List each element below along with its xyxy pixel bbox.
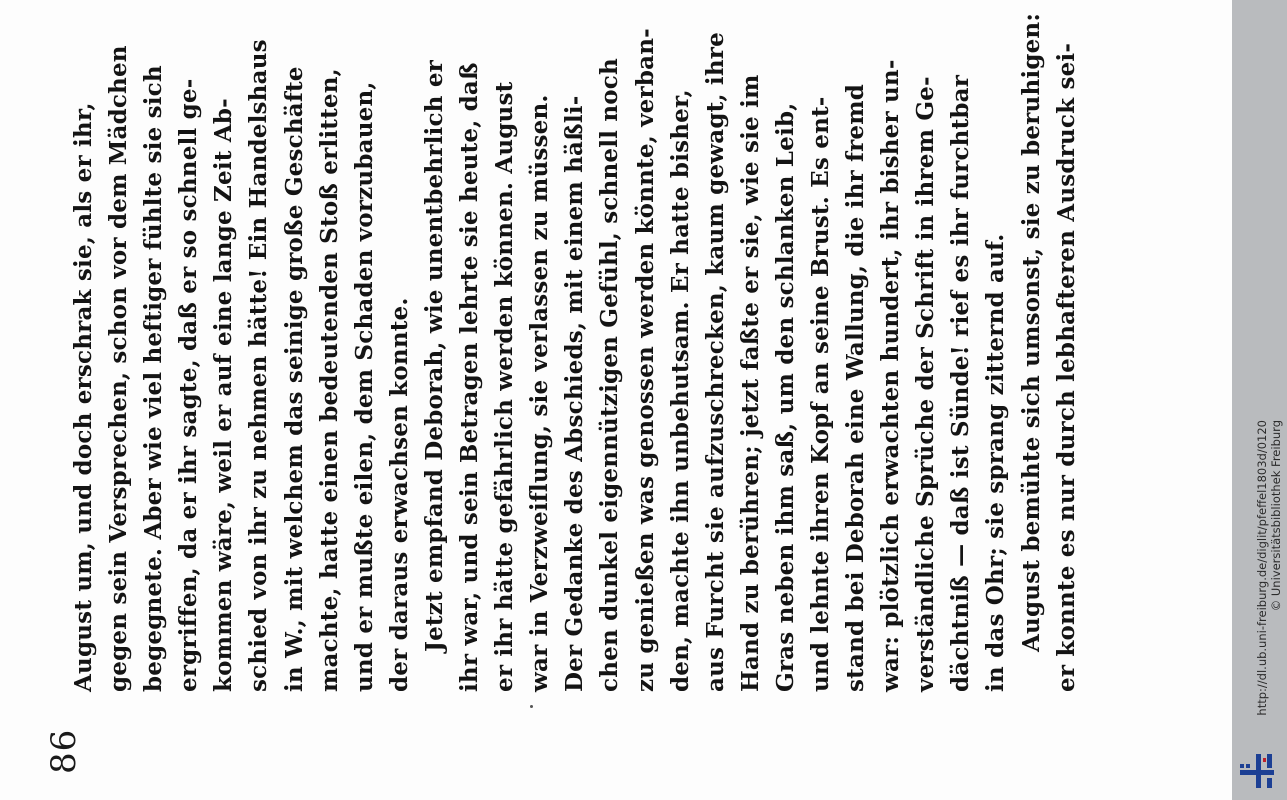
text-line: dächtniß — daß ist Sünde! rief es ihr furchtbar xyxy=(947,74,975,692)
text-line: Jetzt empfand Deborah, wie unentbehrlich er xyxy=(420,60,448,652)
sidebar-rotated-text xyxy=(1234,0,1284,800)
scan-speck xyxy=(530,705,533,708)
text-line: begegnete. Aber wie viel heftiger fühlte sie sich xyxy=(140,65,168,692)
ub-freiburg-logo-icon xyxy=(1236,746,1282,792)
text-line: und er mußte eilen, dem Schaden vorzubauen, xyxy=(350,81,378,692)
logo-stem-short xyxy=(1267,754,1272,768)
text-line: verständliche Sprüche der Schrift in ihrem Ge- xyxy=(912,76,940,692)
text-line: aus Furcht sie aufzuschrecken, kaum gewagt, ihre xyxy=(701,32,729,692)
text-line: er ihr hätte gefährlich werden können. August xyxy=(491,81,519,692)
text-line: gegen sein Versprechen, schon vor dem Mädchen xyxy=(105,45,133,692)
text-line: war: plötzlich erwachten hundert, ihr bisher un- xyxy=(877,59,905,692)
copyright-notice: © Universitätsbibliothek Freiburg xyxy=(1269,420,1283,612)
text-line: war in Verzweiflung, sie verlassen zu müssen. xyxy=(526,94,554,692)
logo-square xyxy=(1246,764,1250,768)
text-line: kommen wäre, weil er auf eine lange Zeit Ab- xyxy=(210,98,238,692)
text-line: ihr war, und sein Betragen lehrte sie heute, daß xyxy=(456,62,484,692)
text-line: der daraus erwachsen konnte. xyxy=(385,297,413,692)
logo-stem-lower xyxy=(1267,778,1272,788)
text-line: Der Gedanke des Abschieds, mit einem häßli- xyxy=(561,95,589,692)
text-line: er konnte es nur durch lebhafteren Ausdruck sei- xyxy=(1052,42,1080,692)
text-lines xyxy=(66,12,1084,692)
permalink-url[interactable]: http://dl.ub.uni-freiburg.de/diglit/pfeffel1803d/0120 xyxy=(1255,420,1269,716)
logo-stem xyxy=(1256,754,1261,788)
text-line: in W., mit welchem das seinige große Geschäfte xyxy=(280,66,308,692)
text-line: schied von ihr zu nehmen hätte! Ein Handelshaus xyxy=(245,39,273,692)
text-line: ergriffen, da er ihr sagte, daß er so schnell ge- xyxy=(175,78,203,692)
text-line: August bemühte sich umsonst, sie zu beruhigen: xyxy=(1017,12,1045,652)
text-line: Gras neben ihm saß, um den schlanken Leib, xyxy=(771,102,799,692)
text-line: machte, hatte einen bedeutenden Stoß erlitten, xyxy=(315,68,343,692)
text-line: Hand zu berühren; jetzt faßte er sie, wie sie im xyxy=(736,74,764,692)
text-line: chen dunkel eigennützigen Gefühl, schnell noch xyxy=(596,58,624,692)
text-line: zu genießen was genossen werden könnte, verban- xyxy=(631,28,659,692)
text-line: August um, und doch erschrak sie, als er ihr, xyxy=(70,102,97,692)
logo-square xyxy=(1240,764,1244,768)
library-sidebar xyxy=(1232,0,1287,800)
rotated-text-block xyxy=(10,8,1190,798)
text-line: stand bei Deborah eine Wallung, die ihr fremd xyxy=(842,83,870,692)
page-number: 86 xyxy=(44,728,84,774)
text-line: und lehnte ihren Kopf an seine Brust. Es ent- xyxy=(806,96,834,692)
text-line: in das Ohr; sie sprang zitternd auf. xyxy=(982,233,1010,692)
text-line: den, machte ihn unbehutsam. Er hatte bisher, xyxy=(666,89,694,692)
logo-red-accent xyxy=(1263,758,1266,762)
